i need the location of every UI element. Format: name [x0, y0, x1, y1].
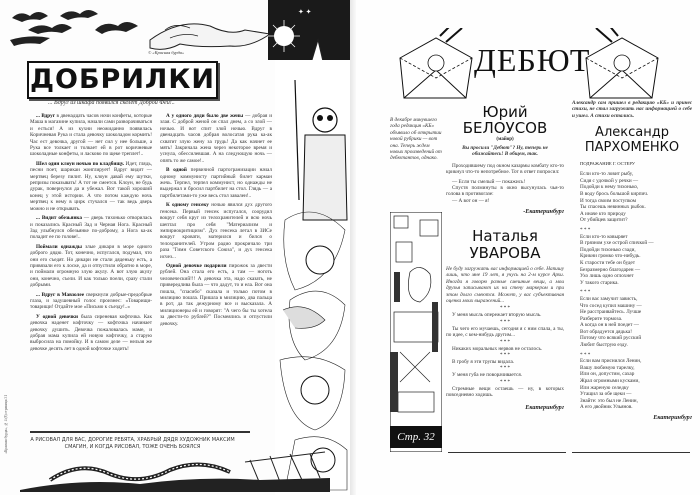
author-text: Проходившему под окном казармы комбату кто-то крикнул что-то непотребное. Тот в ответ попросил: — Если ты смелый — покажись! Спустя полминуты в окно высунулась чья-то голова в противогазе: — А вот он — я!: [446, 162, 564, 204]
page-number-stamp: Стр. 32: [390, 426, 442, 448]
skeleton-illustration: [275, 60, 350, 495]
author-first-name: Юрий: [482, 103, 528, 121]
bat-shape: [10, 36, 50, 46]
story: В одной первичной партогранизации начал одному коммунисту партийный билет карман жечь. Терпел, терпел коммунист, но однажды не выдержал и бросил партбилет на стол. Глядь — а партбилетами-то уже весь стол завален!..: [160, 167, 272, 199]
skull: [313, 108, 337, 132]
saying: У меня губа не поворачивается.: [452, 372, 523, 379]
author-intro: Александр сам пришел в редакцию «КБ» и принес стихи, не стал загружать нас информацией о себе и ушел. А стихи остались.: [572, 100, 692, 119]
saying: В гробу я эти трупы видала.: [452, 359, 515, 366]
section-title: ДЕБЮТ: [474, 42, 591, 78]
poem: Если кто-то ловит рыбу, Сидя с удочкой у речки — Подойди к нему тихонько, В воду брось большой кирпич. И тогда своим поступком Ты спасешь невинных рыбок. А иначе кто природу От убийцев защитит? * * * Если кто-то ковыряет В грязном ухе острой спичкой — Подойди тихонько сзади, Крикни громко что-нибудь. К старости тебе он будет Безразмерно благодарен — Ухо лишь одно оглохнет У такого старика. * * * Если вас замучит зависть, Что сосед купил машину — Не расстраивайтесь. Лучше Разберите тормоза. А когда он в ней поедет — Вот обрадуется дядька! Потому что всякий русский Любит быструю езду. * * * Если вам приснился Ленин, Вашу любимую тарелку, Или он, допустим, сахар Жрал огромными кусками, Или жареную селедку Утащил за обе щеки — Знайте: это был не Ленин, А его двойник Ульянов.: [580, 171, 654, 411]
author-last-name: УВАРОВА: [469, 244, 541, 262]
bat-shape: [60, 10, 98, 20]
title-box: [27, 61, 218, 99]
illustration-credit: © «Красная бурда»: [148, 50, 185, 55]
snake-body: [50, 464, 230, 480]
divider-line: [448, 452, 566, 453]
svg-text:✦ ✦: ✦ ✦: [298, 8, 312, 16]
author-last-name: ПАРХОМЕНКО: [584, 140, 680, 156]
spine-text: «Красная бурда», № 4 (8) страница 31: [4, 395, 8, 454]
author-lead: Вы просили "Дебют"? Ну, теперь не обижайтесь! В общем, так.: [462, 145, 548, 158]
story: Одной девочке подарили пирожок за двести рублей. Она стала его есть, а там — ноготь человеческий!!! А девочка эта, надо сказать, не привередлива была — что дадут, то и ела. Вот она пошла, "спасибо" сказала и только потом в милицию пошла. Пришла в милицию, два пальца в рот, да так дежурному все и высказала. А милиционеры ей и говорят: "А чего бы ты хотела за двести-то рублей?" Посмеялись и отпустили девочку.: [160, 262, 272, 327]
author-block-belousov: [446, 104, 564, 215]
story: ... Вдруг в двенадцать часов ночи конфеты, которые Маша в магазине купила, начали сами разворачиваться и есться! А из кухни неожиданно появилась Коричневая Рука и стала девочку шоколадом кормить! Час ест девочка, другой — нет сил у нее больше, а Рука все толкает и толкает ей в рот коричневые шоколадные конфеты, и ласково по щеке треплет!..: [30, 113, 152, 158]
envelope-illustration-left: [396, 28, 476, 103]
saying: Никаких моральных нервов не осталось.: [452, 345, 543, 352]
story: У одной девочки была сиреневая кофточка. Как девочка наденет кофточку — кофточка начинает девочку душить. Девочка пожаловалась маме, и добрая мама купила ей новую кофточку, а старую выбросила на помойку. И в самом деле — нельзя же девочке десять лет в одной кофточке ходить!: [30, 313, 152, 352]
author-city: Екатеринбург: [525, 403, 564, 411]
section-intro: В декабре минувшего года редакция «КБ» объявило об открытии новой рубрики — вот она. Теперь ждем новых произведений от дебютантов, однако.: [390, 117, 442, 162]
side-illustration: [390, 212, 442, 452]
author-note: (майор): [496, 137, 514, 142]
bat-shape: [12, 12, 48, 22]
saying: У меня мысль опережает вторую мысль.: [452, 312, 542, 319]
story: К одному генсеку ночью явился дух другого генсека. Первый генсек испугался, соорудил вокруг себя круг из телохранителей и всю ночь шептал про себя "Материализм и эмпириокритицизм". Дух генсека летал в ЗИСе вокруг кровати, матерился и бился о телохранителей. Утром радио прокричало три раза "Гимн Советского Союза", и дух генсека исчез...: [160, 202, 272, 260]
author-lead: Не буду загружать вас информацией о себе. Напишу лишь, что мне 19 лет, я учусь на 2-м курсе Архи. Иногда я говорю разные смешные вещи, а мои друзья записывают их на стену маркером и при этом долго смеются. Может, у вас субъективная оценка моих выражений...: [446, 266, 564, 305]
divider-line: [30, 431, 250, 433]
saying: Стремные вещи остаешь — ну, в которых повседневно ходишь.: [446, 385, 564, 399]
story: Шел один клоун ночью по кладбищу. Идет, глядь, песни поет, шарикаи жонглирует! Вдруг видит — мертвец березу пилит. Ну, клоун давай ему шутки, репризы показывать! А тот не смеется. Клоун, не будь дурак, повернулся да и убежал. Вот такой хороший конец у этой истории. А что потом каждую ночь мертвец к нему в цирк стучался — так ведь дверь можно и не открывать.: [30, 160, 152, 212]
column-1: [30, 113, 152, 355]
snake-illustration: [20, 450, 330, 492]
envelope-illustration-right: [578, 28, 663, 103]
author-block-parkhomenko: [572, 100, 692, 421]
right-page: [356, 0, 700, 495]
story: Поймали однажды злые дикари в море одного доброго дядю. Тот, конечно, испугался, подумал, что они его съедят. Но дикари не стали дяденьку есть, а привязали его к лоске, да и отпустили обратно в море, и поймали огромную злую акулу. А вот злую акулу они, конечно, съели. И как только поели, сразу стали добрыми.: [30, 243, 152, 289]
page-title: ДОБРИЛКИ: [29, 64, 216, 95]
artist-caption: А РИСОВАЛ ДЛЯ ВАС, ДОРОГИЕ РЕБЯТА, ХРАБРЫЙ ДЯДЯ ХУДОЖНИК МАКСИМ СМАГИН, И КОГДА РИСОВАЛ, ТОЖЕ ОЧЕНЬ БОЯЛСЯ: [30, 437, 235, 450]
author-last-name: БЕЛОУСОВ: [462, 119, 548, 137]
author-first-name: Наталья: [472, 227, 538, 245]
author-city: -Екатеринбург: [523, 208, 564, 216]
story: ... Видит обезьянка — дверь тихонько отворилась и показались Красный Зад и Черная Нога. Красный Зад улыбнулся обезьянке по-доброму, а Нога ка-ак поладит ее по голове!..: [30, 215, 152, 241]
author-city: Екатеринбург: [653, 414, 692, 421]
author-first-name: Александр: [595, 125, 669, 141]
story: А у одного дяди было две жены — добрая и злая. С доброй женой он спал днем, а со злой — ночью. И вот спит злой ночью. Вдруг в двенадцать часов добрая волосатая рука ка-ак схватит злую жену за грудь! Да как начнет ее мять! Закричала жена через некоторое время и уснула, обессилевшая. А на следующую ночь — опять то же самое!..: [160, 113, 272, 164]
bat-shape: [28, 24, 72, 34]
poem-series-title: ПОДРАЖАНИЕ Г. ОСТЕРУ: [580, 161, 636, 167]
divider-line: [572, 452, 690, 453]
author-block-uvarova: Наталья УВАРОВА Не буду загружать вас информацией о себе. Напишу лишь, что мне 19 лет, я учусь на 2-м курсе Архи. Иногда я говорю разные смешные вещи, а мои друзья записывают их на стену маркером и при этом долго смеются. Может, у вас субъективная оценка моих выражений... * * * У меня мысль опережает вторую мысль. * * * Ты чего его мучаешь, сегодня я с ним спала, а ты, по идее, с кем-нибудь другим... * * * Никаких моральных нервов не осталось. * * * В гробу я эти трупы видала. * * * У меня губа не поворачивается. * * * Стремные вещи остаешь — ну, в которых повседневно ходишь. Екатеринбург: [446, 227, 564, 411]
bat-shape: [95, 22, 138, 34]
column-2: [160, 113, 272, 330]
saying: Ты чего его мучаешь, сегодня я с ним спала, а ты, по идее, с кем-нибудь другим...: [446, 325, 564, 339]
page-subtitle: ... Вдруг из шкафа появился скелет Доброй Феи!..: [48, 100, 175, 106]
story: ... Вдруг в Мавзолее сверкнули добрые-предобрые глаза, и задушевный голос произнес: «Товарищи-товарищи! Отдайте мое «Письмо к съезду!..»: [30, 291, 152, 311]
